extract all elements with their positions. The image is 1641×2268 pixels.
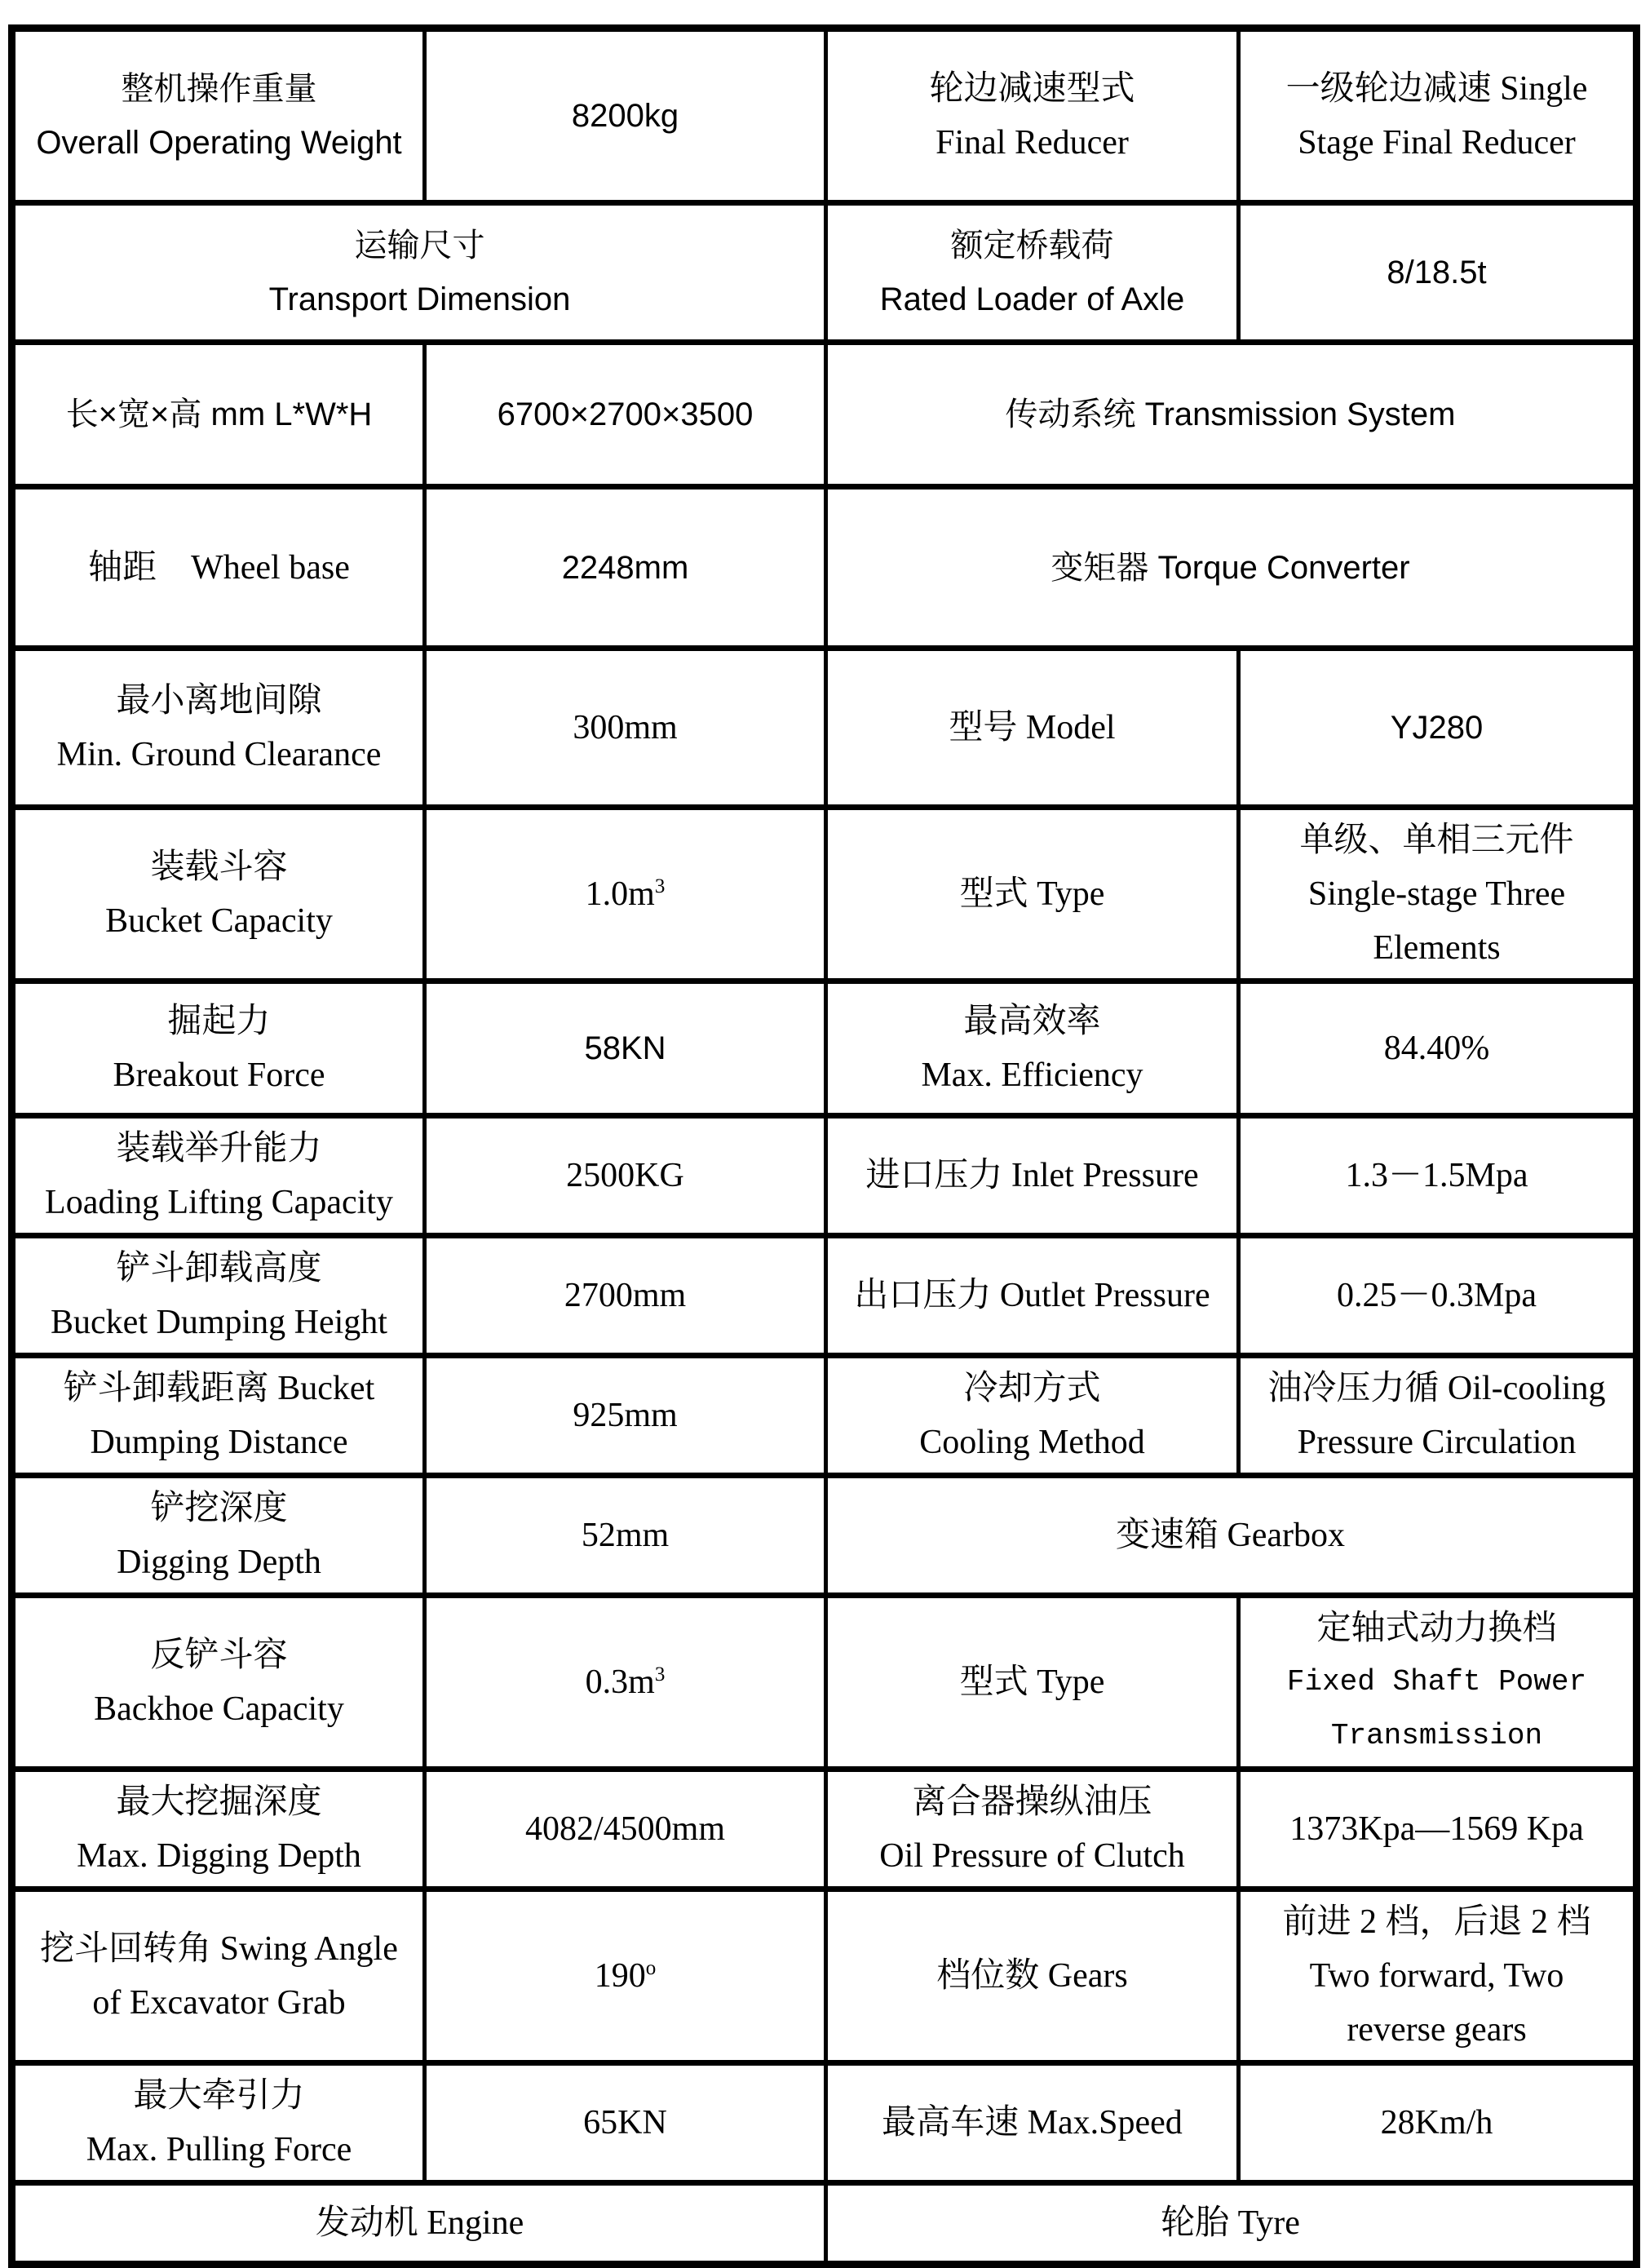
label-en: Final Reducer [936, 124, 1129, 162]
value: 58KN [584, 1030, 666, 1066]
value: 1373Kpa—1569 Kpa [1289, 1810, 1584, 1848]
cell-breakout-force-value [425, 981, 826, 1116]
value: 2248mm [561, 549, 689, 586]
value: 6700×2700×3500 [497, 396, 754, 432]
table-row [12, 203, 1637, 343]
label-en: Max. Pulling Force [86, 2131, 352, 2168]
table-row [12, 1889, 1637, 2063]
table-row [12, 808, 1637, 981]
cell-cooling-method-value [1239, 1356, 1637, 1476]
label-en: Max. Digging Depth [77, 1837, 361, 1875]
cell-gearbox-type-label [826, 1596, 1239, 1770]
label-line: Dumping Distance [90, 1424, 348, 1461]
value-line: Elements [1373, 929, 1501, 967]
value: 4082/4500mm [524, 1810, 725, 1848]
value-line: 一级轮边减速 Single [1285, 70, 1588, 108]
cell-max-pulling-force-label [12, 2063, 425, 2183]
label-en: Loading Lifting Capacity [45, 1184, 393, 1221]
table-row [12, 1116, 1637, 1236]
value: 28Km/h [1380, 2104, 1493, 2142]
value: 8/18.5t [1387, 255, 1487, 290]
cell-cooling-method-label [826, 1356, 1239, 1476]
cell-model-value [1239, 649, 1637, 808]
value-en-line: Fixed Shaft Power [1286, 1665, 1587, 1699]
cell-tyre-header [826, 2183, 1637, 2265]
section-header: 轮胎 Tyre [1161, 2204, 1300, 2242]
cell-bucket-capacity-label [12, 808, 425, 981]
label: 型号 Model [949, 709, 1116, 746]
label-zh: 冷却方式 [963, 1370, 1101, 1407]
cell-outlet-pressure-label [826, 1236, 1239, 1356]
cell-max-efficiency-value [1239, 981, 1637, 1116]
label-en: Backhoe Capacity [94, 1690, 344, 1728]
label-line: of Excavator Grab [92, 1984, 346, 2022]
label-zh: 掘起力 [167, 1003, 271, 1040]
spec-table [8, 24, 1640, 2268]
value: 8200kg [571, 98, 679, 134]
cell-torque-converter-type-label [826, 808, 1239, 981]
cell-engine-header [12, 2183, 826, 2265]
label-zh: 反铲斗容 [150, 1637, 288, 1674]
value-base: 0.3m [585, 1663, 655, 1701]
value-line: Stage Final Reducer [1298, 124, 1576, 162]
table-row [12, 29, 1637, 203]
value-base: 190 [594, 1957, 646, 1995]
label-line: 挖斗回转角 Swing Angle [40, 1930, 398, 1968]
cell-outlet-pressure-value [1239, 1236, 1637, 1356]
cell-bucket-dumping-distance-value [425, 1356, 826, 1476]
cell-gears-label [826, 1889, 1239, 2063]
label: 档位数 Gears [936, 1957, 1128, 1995]
cell-min-ground-clearance-value [425, 649, 826, 808]
value-line: Single-stage Three [1307, 875, 1566, 913]
label-zh: 装载斗容 [150, 848, 288, 886]
value-line: 油冷压力循 Oil-cooling [1267, 1370, 1606, 1407]
cell-min-ground-clearance-label [12, 649, 425, 808]
header-en: Transport Dimension [268, 281, 571, 317]
value-line: reverse gears [1347, 2011, 1527, 2049]
section-header: 变速箱 Gearbox [1115, 1517, 1346, 1554]
value-with-superscript [433, 1949, 817, 2003]
label-en: Overall Operating Weight [36, 125, 402, 161]
cell-overall-operating-weight-label [12, 29, 425, 203]
cell-max-speed-label [826, 2063, 1239, 2183]
cell-gearbox-header [826, 1476, 1637, 1596]
cell-gears-value [1239, 1889, 1637, 2063]
label: 型式 Type [959, 875, 1105, 913]
value-en-line: Transmission [1330, 1719, 1543, 1752]
cell-bucket-dumping-height-label [12, 1236, 425, 1356]
label-zh: 最高效率 [963, 1003, 1101, 1040]
cell-max-speed-value [1239, 2063, 1637, 2183]
cell-loading-lifting-capacity-label [12, 1116, 425, 1236]
cell-transmission-system-header [826, 343, 1637, 487]
cell-transport-dimension-header [12, 203, 826, 343]
label: 出口压力 Outlet Pressure [854, 1277, 1210, 1314]
cell-final-reducer-label [826, 29, 1239, 203]
cell-bucket-dumping-distance-label [12, 1356, 425, 1476]
value: 1.3－1.5Mpa [1345, 1157, 1528, 1194]
cell-digging-depth-label [12, 1476, 425, 1596]
value: 925mm [573, 1397, 678, 1434]
table-row [12, 1356, 1637, 1476]
cell-rated-loader-of-axle-value [1239, 203, 1637, 343]
value: 2700mm [564, 1277, 687, 1314]
cell-wheel-base-value [425, 487, 826, 649]
value-line: Pressure Circulation [1297, 1424, 1577, 1461]
label-en: Bucket Dumping Height [51, 1304, 387, 1341]
label-en: Oil Pressure of Clutch [879, 1837, 1185, 1875]
cell-oil-pressure-of-clutch-value [1239, 1770, 1637, 1889]
table-row [12, 343, 1637, 487]
value: 2500KG [566, 1157, 684, 1194]
cell-lwh-value [425, 343, 826, 487]
cell-max-digging-depth-label [12, 1770, 425, 1889]
table-row [12, 2183, 1637, 2265]
section-header: 发动机 Engine [315, 2204, 524, 2242]
label: 型式 Type [959, 1663, 1105, 1701]
section-header: 传动系统 Transmission System [1005, 396, 1456, 432]
label: 最高车速 Max.Speed [882, 2104, 1183, 2142]
value-with-superscript [433, 1655, 817, 1709]
section-header: 变矩器 Torque Converter [1051, 549, 1410, 586]
label: 轴距 Wheel base [88, 548, 350, 587]
cell-inlet-pressure-label [826, 1116, 1239, 1236]
label-en: Rated Loader of Axle [879, 281, 1185, 317]
cell-final-reducer-value [1239, 29, 1637, 203]
label-zh: 整机操作重量 [121, 71, 317, 107]
label-en: Bucket Capacity [105, 902, 333, 940]
cell-breakout-force-label [12, 981, 425, 1116]
value: 0.25－0.3Mpa [1337, 1277, 1537, 1314]
cell-swing-angle-value [425, 1889, 826, 2063]
value-line: 前进 2 档，后退 2 档 [1282, 1903, 1591, 1941]
value-with-superscript [433, 867, 817, 921]
label-en: Min. Ground Clearance [56, 736, 382, 773]
cell-max-efficiency-label [826, 981, 1239, 1116]
cell-rated-loader-of-axle-label [826, 203, 1239, 343]
label-zh: 装载举升能力 [116, 1130, 322, 1167]
cell-oil-pressure-of-clutch-label [826, 1770, 1239, 1889]
table-row [12, 1236, 1637, 1356]
label-en: Cooling Method [919, 1424, 1145, 1461]
cell-torque-converter-header [826, 487, 1637, 649]
label: 长×宽×高 mm L*W*H [65, 396, 373, 432]
value-superscript: 3 [654, 875, 666, 897]
label-line: 铲斗卸载距离 Bucket [63, 1370, 375, 1407]
label: 进口压力 Inlet Pressure [865, 1157, 1199, 1194]
label-zh: 最大挖掘深度 [116, 1783, 322, 1821]
cell-backhoe-capacity-value [425, 1596, 826, 1770]
table-row [12, 1596, 1637, 1770]
value-line: 单级、单相三元件 [1299, 822, 1574, 859]
label-zh: 离合器操纵油压 [912, 1783, 1152, 1821]
label-zh: 额定桥载荷 [950, 228, 1114, 264]
value: 65KN [583, 2104, 667, 2142]
table-row [12, 487, 1637, 649]
label-zh: 最小离地间隙 [116, 682, 322, 720]
cell-overall-operating-weight-value [425, 29, 826, 203]
table-row [12, 981, 1637, 1116]
value-base: 1.0m [585, 875, 655, 913]
cell-swing-angle-label [12, 1889, 425, 2063]
cell-digging-depth-value [425, 1476, 826, 1596]
value-superscript: o [645, 1957, 657, 1979]
cell-max-pulling-force-value [425, 2063, 826, 2183]
value: YJ280 [1390, 710, 1484, 746]
cell-loading-lifting-capacity-value [425, 1116, 826, 1236]
value: 300mm [573, 709, 678, 746]
value: 84.40% [1383, 1030, 1490, 1067]
cell-inlet-pressure-value [1239, 1116, 1637, 1236]
cell-bucket-capacity-value [425, 808, 826, 981]
value-zh: 定轴式动力换档 [1316, 1610, 1557, 1647]
cell-max-digging-depth-value [425, 1770, 826, 1889]
cell-wheel-base-label [12, 487, 425, 649]
cell-backhoe-capacity-label [12, 1596, 425, 1770]
cell-torque-converter-type-value [1239, 808, 1637, 981]
cell-gearbox-type-value [1239, 1596, 1637, 1770]
label-en: Max. Efficiency [921, 1056, 1143, 1094]
label-zh: 铲斗卸载高度 [116, 1250, 322, 1287]
cell-lwh-label [12, 343, 425, 487]
cell-bucket-dumping-height-value [425, 1236, 826, 1356]
table-row [12, 1770, 1637, 1889]
value-line: Two forward, Two [1309, 1957, 1564, 1995]
value-superscript: 3 [654, 1663, 666, 1685]
label-en: Breakout Force [113, 1056, 325, 1094]
cell-model-label [826, 649, 1239, 808]
table-row [12, 649, 1637, 808]
table-row [12, 1476, 1637, 1596]
header-zh: 运输尺寸 [354, 228, 485, 264]
table-row [12, 2063, 1637, 2183]
value: 52mm [581, 1517, 670, 1554]
label-zh: 铲挖深度 [150, 1490, 288, 1527]
label-zh: 轮边减速型式 [929, 70, 1135, 108]
label-en: Digging Depth [117, 1544, 321, 1581]
label-zh: 最大牵引力 [133, 2077, 305, 2115]
